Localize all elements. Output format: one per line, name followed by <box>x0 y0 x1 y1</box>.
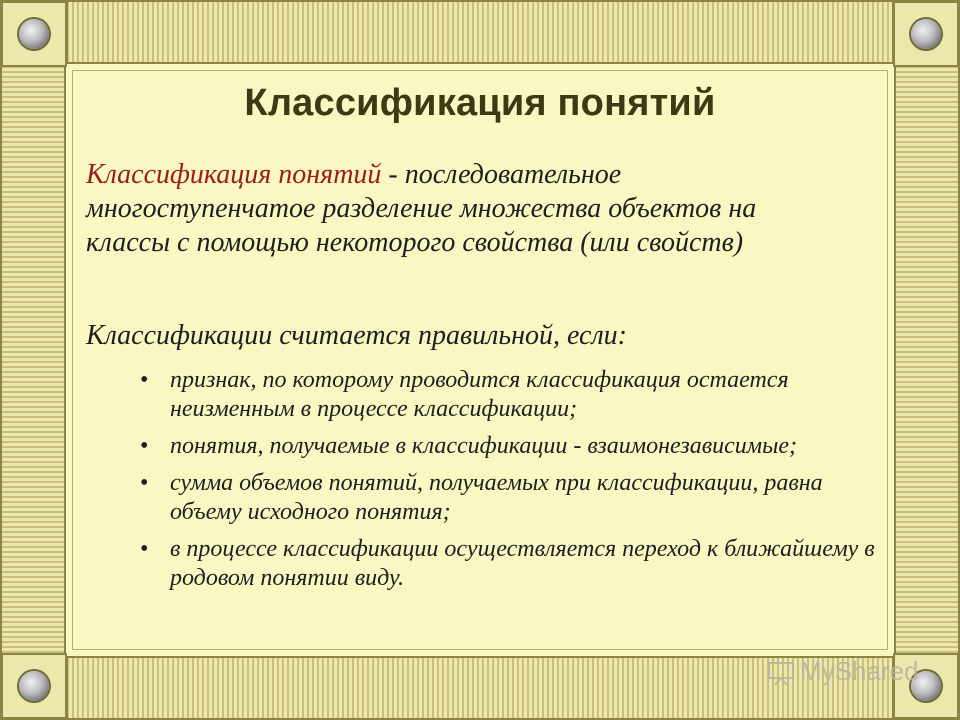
frame-top-bar <box>0 0 960 68</box>
watermark <box>766 656 919 687</box>
list-item <box>140 432 880 461</box>
presentation-icon <box>766 660 796 686</box>
list-item-text: признак, по которому проводится классификация остается неизменным в процессе классификации; <box>170 367 789 422</box>
list-item <box>140 535 880 593</box>
corner-knob-icon <box>19 19 49 49</box>
corner-top-left <box>1 1 67 67</box>
list-item-text: сумма объемов понятий, получаемых при классификации, равна объему исходного понятия; <box>170 470 823 525</box>
bullet-icon: • <box>140 367 149 393</box>
bullet-icon: • <box>140 536 149 562</box>
conditions-intro: Классификации считается правильной, если: <box>86 320 627 351</box>
list-item <box>140 366 880 424</box>
list-item-text: понятия, получаемые в классификации - взаимонезависимые; <box>170 433 797 459</box>
definition-text: - последовательное многоступенчатое разделение множества объектов на классы с помощью некоторого свойства (или свойств) <box>86 159 757 258</box>
list-item-text: в процессе классификации осуществляется переход к ближайшему в родовом понятии виду. <box>170 536 875 591</box>
definition-paragraph <box>86 158 846 260</box>
watermark-text: MyShared <box>800 656 919 686</box>
slide-title: Классификация понятий <box>244 82 716 124</box>
corner-knob-icon <box>911 19 941 49</box>
bullet-icon: • <box>140 470 149 496</box>
list-item <box>140 469 880 527</box>
corner-bottom-left <box>1 653 67 719</box>
bullet-icon: • <box>140 433 149 459</box>
corner-top-right <box>893 1 959 67</box>
definition-term: Классификация понятий <box>86 159 382 190</box>
conditions-list <box>140 366 880 601</box>
corner-knob-icon <box>19 671 49 701</box>
